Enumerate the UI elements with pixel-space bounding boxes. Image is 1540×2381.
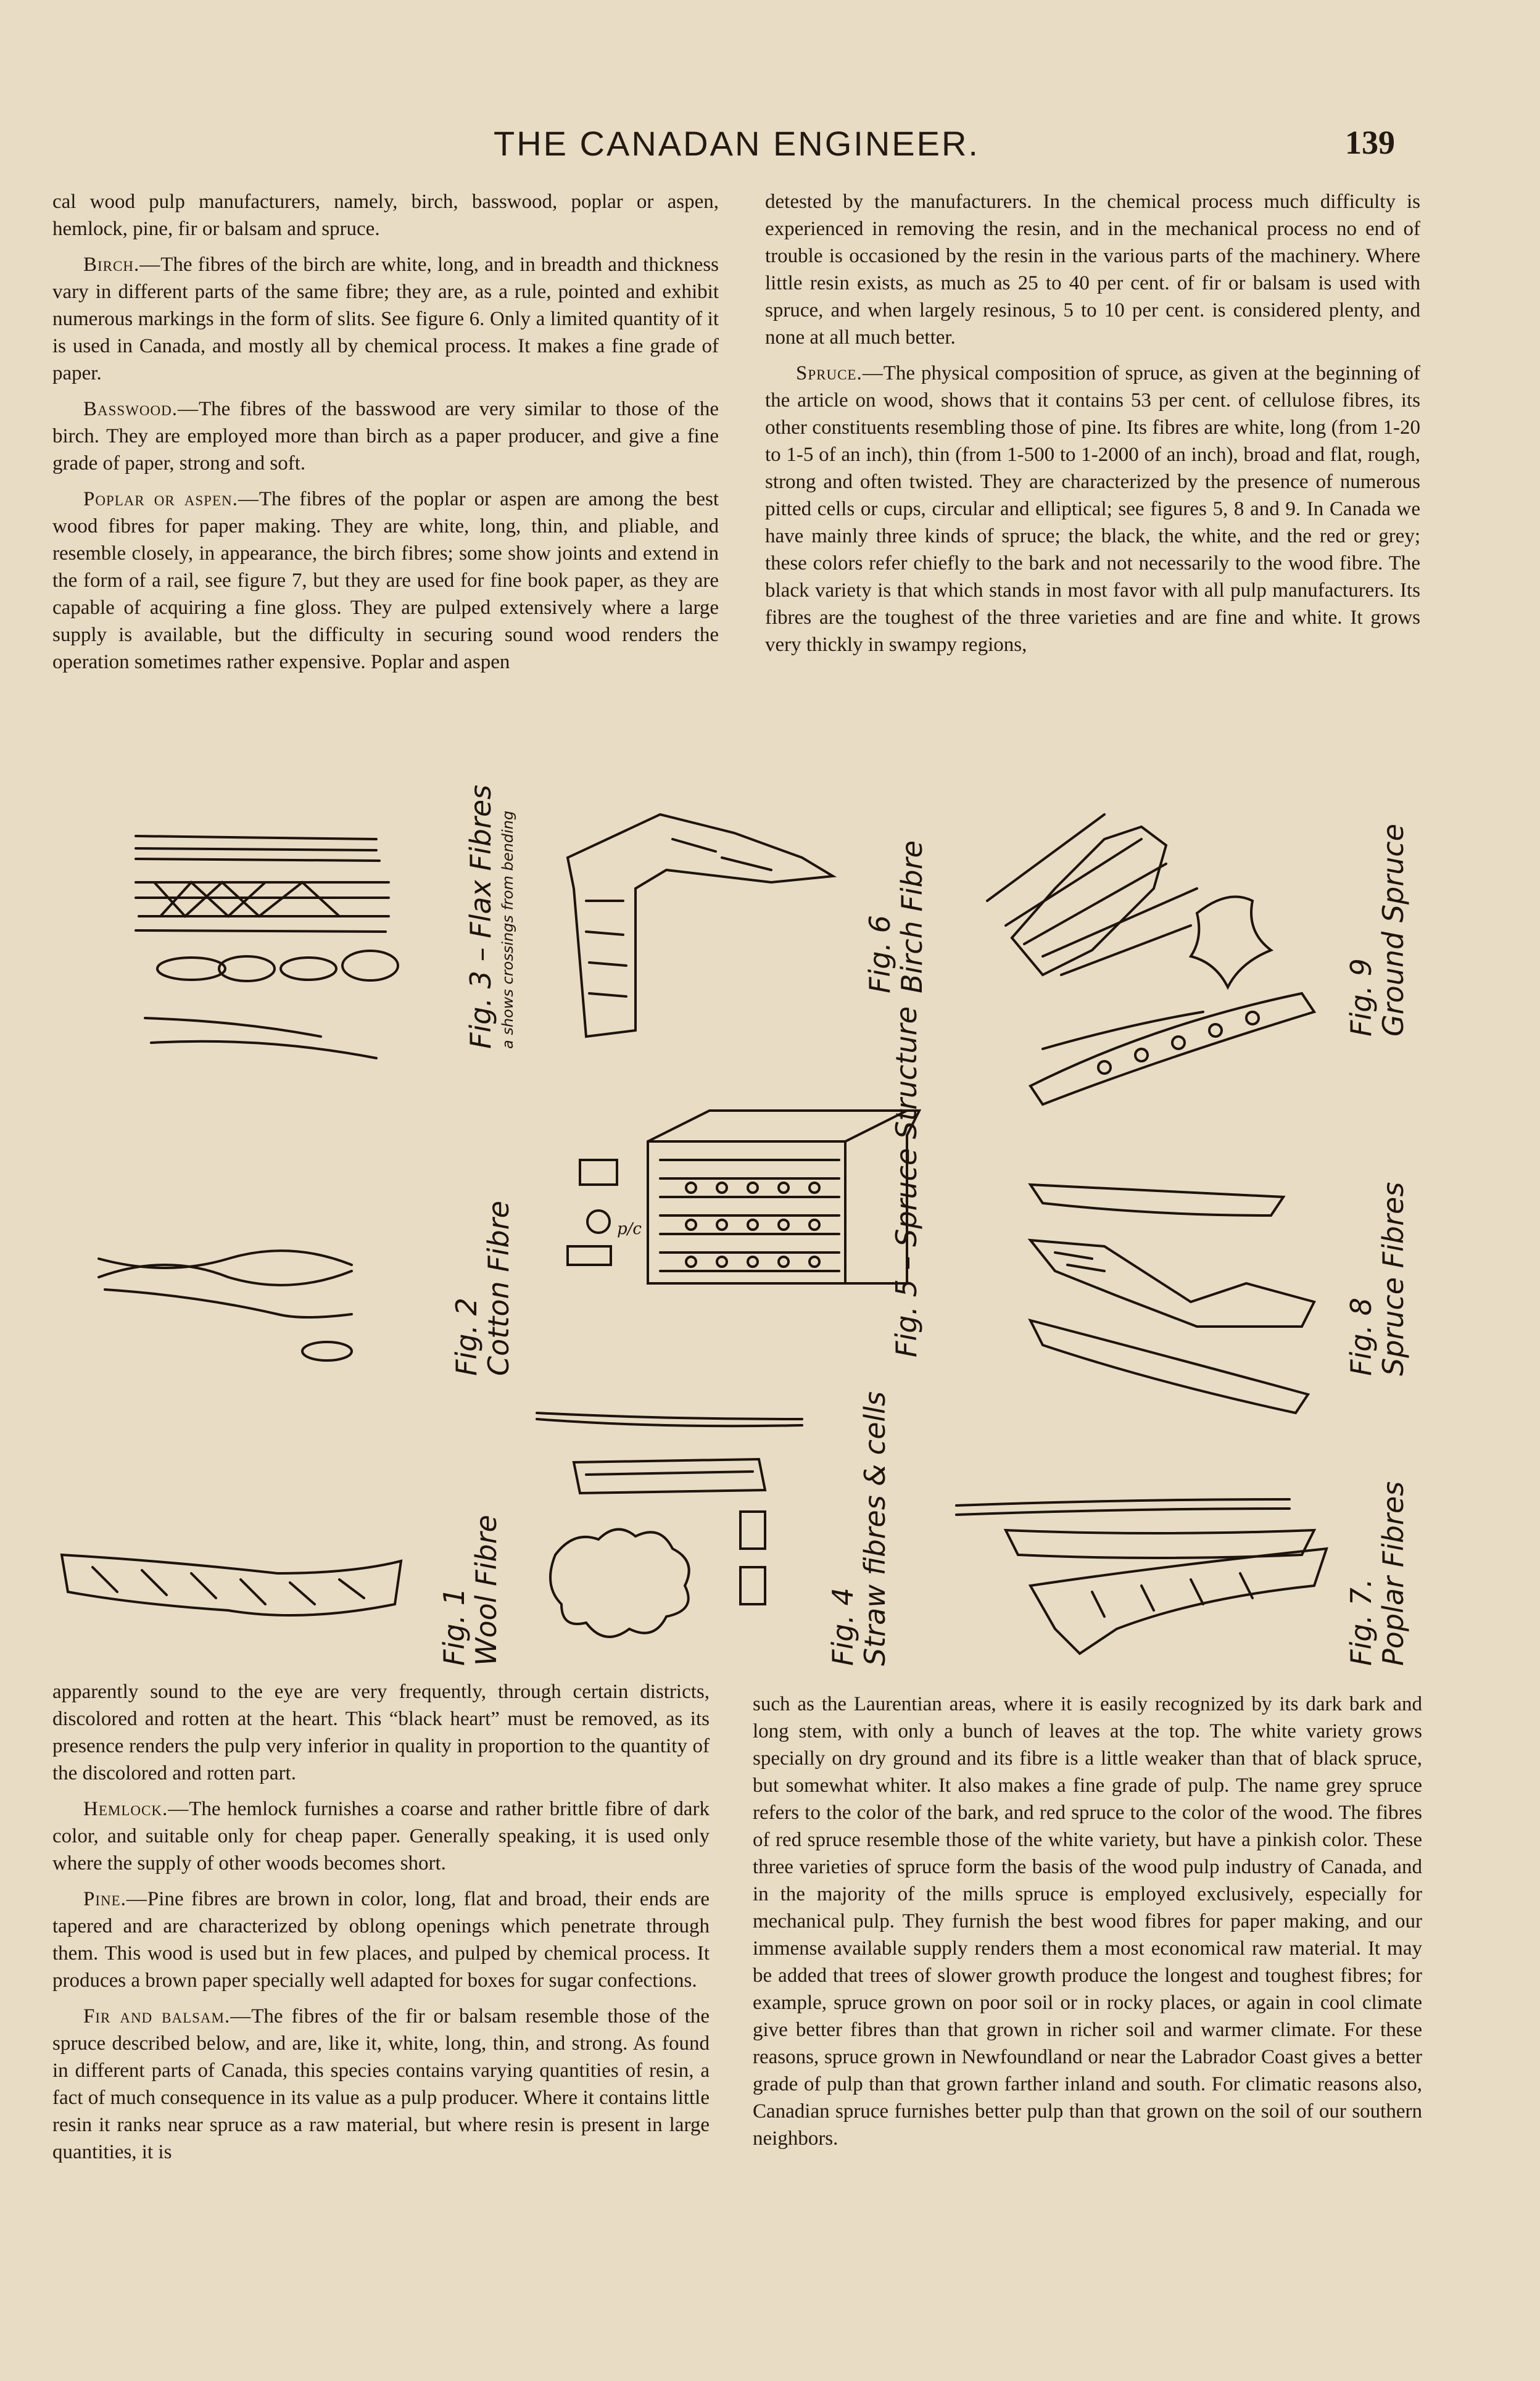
figure-plate <box>43 784 1493 1678</box>
column-top-right <box>765 188 1420 667</box>
column-top-left <box>52 188 719 684</box>
journal-title: THE CANADAN ENGINEER. <box>494 124 980 163</box>
fig6-caption: Fig. 6 Birch Fibre <box>863 840 929 993</box>
paragraph-birch: Birch.—The fibres of the birch are white, long, and in breadth and thickness vary in different parts of the same fibre; they are, as a rule, pointed and exhibit numerous markings in the form of slits. See figure 6. Only a limited quantity of it is used in Canada, and mostly all by chemical process. It makes a fine grade of paper. <box>52 254 719 384</box>
straw-fibres-drawing <box>537 1413 802 1637</box>
paragraph: detested by the manufacturers. In the chemical process much difficulty is experienced in removing the resin, and in the mechanical process no end of trouble is occasioned by the resin in the various parts of the machinery. Where little resin exists, as much as 25 to 40 per cent. of fir or balsam is used with spruce, and when largely resinous, 5 to 10 per cent. is considered plenty, and none at all much better. <box>765 191 1420 349</box>
paragraph-spruce: Spruce.—The physical composition of spruce, as given at the beginning of the article on wood, shows that it contains 53 per cent. of cellulose fibres, its other constituents resembling those of pine. Its fibres are white, long (from 1-20 to 1-5 of an inch), thin (from 1-500 to 1-2000 of an inch), broad and flat, rough, strong and often twisted. They are characterized by the presence of numerous pitted cells or cups, circular and elliptical; see figures 5, 8 and 9. In Canada we have mainly three kinds of spruce; the black, the white, and the red or grey; these colors refer chiefly to the bark and not necessarily to the wood fibre. The black variety is that which stands in most favor with all pulp manufacturers. Its fibres are the toughest of the three varieties and are fine and white. It grows very thickly in swampy regions, <box>765 362 1420 656</box>
spruce-structure-drawing <box>568 1111 919 1283</box>
fig5-caption: Fig. 5 – Spruce Structure <box>890 1006 923 1357</box>
cotton-fibre-drawing <box>99 1251 352 1360</box>
paragraph: apparently sound to the eye are very frequently, through certain districts, discolored and rotten at the heart. This “black heart” must be removed, as its presence renders the pulp very inferior in quality in proportion to the quantity of the discolored and rotten part. <box>52 1681 710 1784</box>
fig8-caption: Fig. 8 Spruce Fibres <box>1344 1182 1410 1376</box>
spruce-fibres-drawing <box>1030 1185 1314 1413</box>
flax-fibres-drawing <box>136 836 398 1058</box>
paragraph-pine: Pine.—Pine fibres are brown in color, long, flat and broad, their ends are tapered and are characterized by oblong openings which penetrate through them. This wood is used but in few places, and pulped by chemical process. It produces a brown paper specially well adapted for boxes for sugar confections. <box>52 1888 710 1992</box>
fig3-caption: Fig. 3 – Flax Fibres a shows crossings from bending <box>464 784 516 1049</box>
fibre-illustrations <box>43 790 1493 1678</box>
paragraph: such as the Laurentian areas, where it is easily recognized by its dark bark and long stem, with only a bunch of leaves at the top. The white variety grows specially on dry ground and its fibre is a little weaker than that of black spruce, but somewhat whiter. It also makes a fine grade of pulp. The name grey spruce refers to the color of the bark, and red spruce to the color of the wood. The fibres of red spruce resemble those of the white variety, but have a pinkish color. These three varieties of spruce form the basis of the wood pulp industry of Canada, and in the majority of the mills spruce is employed exclusively, especially for mechanical pulp. They furnish the best wood fibres for paper making, and our immense available supply renders them a most economical raw material. It may be added that trees of slower growth produce the longest and toughest fibres; for example, spruce grown on poor soil or in rocky places, or again in cool climate give better fibres than that grown in richer soil and warmer climate. For these reasons, spruce grown in Newfoundland or near the Labrador Coast gives a better grade of pulp than that grown farther inland and south. For climatic reasons also, Canadian spruce furnishes better pulp than that grown on the soil of our southern neighbors. <box>753 1693 1422 2150</box>
fig5-letters: p/c <box>617 1220 642 1238</box>
page-number: 139 <box>1345 124 1395 161</box>
birch-fibre-drawing <box>568 814 833 1037</box>
paragraph-poplar: Poplar or aspen.—The fibres of the poplar or aspen are among the best wood fibres for paper making. They are white, long, thin, and pliable, and resemble closely, in appearance, the birch fibres; some show joints and extend in the form of a rail, see figure 7, but they are used for fine book paper, as they are capable of acquiring a fine gloss. They are pulped extensively where a large supply is available, but the difficulty in securing sound wood renders the operation sometimes rather expensive. Poplar and aspen <box>52 488 719 673</box>
column-bottom-right <box>753 1691 1422 2161</box>
fig9-caption: Fig. 9 Ground Spruce <box>1344 824 1410 1037</box>
wool-fibre-drawing <box>62 1555 401 1615</box>
ground-spruce-drawing <box>987 814 1314 1104</box>
fig7-caption: Fig. 7. Poplar Fibres <box>1344 1481 1410 1666</box>
page-header <box>0 123 1540 173</box>
fig1-caption: Fig. 1 Wool Fibre <box>437 1515 503 1666</box>
column-bottom-left <box>52 1678 710 2174</box>
paragraph: cal wood pulp manufacturers, namely, birch, basswood, poplar or aspen, hemlock, pine, fir or balsam and spruce. <box>52 191 719 240</box>
fig4-caption: Fig. 4 Straw fibres & cells <box>826 1391 892 1666</box>
paragraph-basswood: Basswood.—The fibres of the basswood are very similar to those of the birch. They are employed more than birch as a paper producer, and give a fine grade of paper, strong and soft. <box>52 398 719 474</box>
paragraph-hemlock: Hemlock.—The hemlock furnishes a coarse and rather brittle fibre of dark color, and suitable only for cheap paper. Generally speaking, it is used only where the supply of other woods becomes short. <box>52 1798 710 1874</box>
paragraph-fir-balsam: Fir and balsam.—The fibres of the fir or balsam resemble those of the spruce described below, and are, like it, white, long, thin, and strong. As found in different parts of Canada, this species contains varying quantities of resin, a fact of much consequence in its value as a pulp producer. Where it contains little resin it ranks near spruce as a raw material, but where resin is present in large quantities, it is <box>52 2005 710 2163</box>
poplar-fibres-drawing <box>956 1499 1327 1654</box>
fig2-caption: Fig. 2 Cotton Fibre <box>450 1201 515 1376</box>
